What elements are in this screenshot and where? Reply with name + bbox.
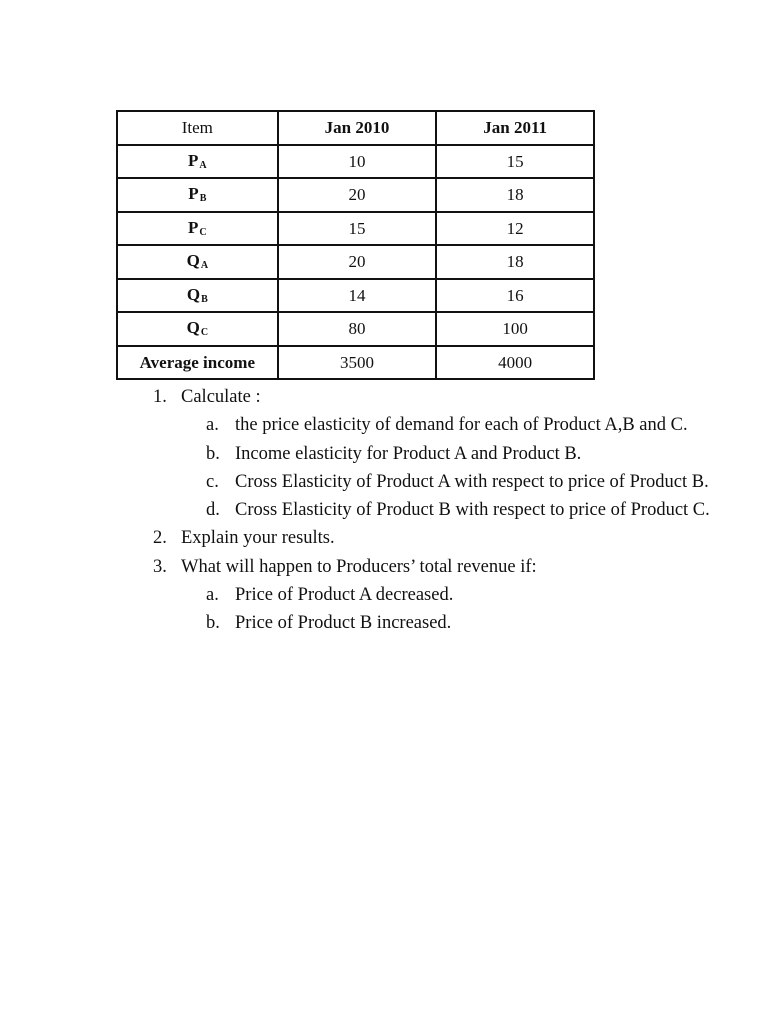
price-quantity-table (116, 110, 595, 380)
sub-question-item (153, 411, 710, 439)
item-label: P (188, 184, 199, 204)
item-label: Q (186, 251, 200, 271)
sub-question-text: Price of Product A decreased. (235, 585, 454, 606)
item-label: P (188, 217, 199, 237)
question-item (153, 553, 710, 581)
header-item: Item (117, 111, 278, 145)
value-jan-2010: 20 (278, 245, 437, 279)
sub-question-letter: b. (206, 613, 220, 634)
value-jan-2010: 10 (278, 145, 437, 179)
table-row (117, 346, 594, 380)
table-row (117, 212, 594, 246)
value-jan-2010: 3500 (278, 346, 437, 380)
table-row (117, 279, 594, 313)
value-jan-2011: 18 (436, 245, 594, 279)
item-subscript: A (199, 159, 207, 171)
item-cell (117, 312, 278, 346)
sub-question-letter: d. (206, 500, 220, 521)
question-text: Calculate : (181, 387, 261, 407)
table-header-row (117, 111, 594, 145)
sub-question-text: Cross Elasticity of Product A with respect to price of Product B. (235, 471, 709, 492)
item-subscript: B (201, 293, 208, 305)
value-jan-2011: 12 (436, 212, 594, 246)
sub-question-letter: b. (206, 443, 220, 464)
item-label: Q (186, 318, 200, 338)
value-jan-2011: 18 (436, 178, 594, 212)
value-jan-2010: 14 (278, 279, 437, 313)
question-text: What will happen to Producers’ total revenue if: (181, 556, 537, 577)
sub-question-letter: a. (206, 585, 219, 606)
item-label: Q (186, 284, 201, 304)
question-list (153, 383, 710, 638)
item-label: P (188, 150, 199, 170)
value-jan-2010: 20 (278, 178, 437, 212)
table-row (117, 312, 594, 346)
header-jan-2010: Jan 2010 (278, 111, 437, 145)
question-number: 3. (153, 556, 167, 577)
question-number: 2. (153, 528, 167, 549)
value-jan-2011: 4000 (436, 346, 594, 380)
value-jan-2011: 100 (436, 312, 594, 346)
table-body (117, 145, 594, 380)
question-item (153, 383, 710, 411)
item-cell (117, 145, 278, 179)
item-subscript: C (199, 226, 207, 238)
value-jan-2011: 16 (436, 279, 594, 313)
item-label: Average income (139, 352, 255, 372)
table-row (117, 145, 594, 179)
sub-question-letter: a. (206, 415, 219, 436)
table-row (117, 178, 594, 212)
table-row (117, 245, 594, 279)
question-number: 1. (153, 387, 167, 407)
question-item (153, 524, 710, 552)
sub-question-text: Price of Product B increased. (235, 613, 452, 634)
value-jan-2010: 80 (278, 312, 437, 346)
item-subscript: A (200, 260, 209, 272)
sub-question-item (153, 496, 710, 524)
header-jan-2011: Jan 2011 (436, 111, 594, 145)
item-cell (117, 346, 278, 380)
item-cell (117, 212, 278, 246)
sub-question-text: Cross Elasticity of Product B with respect to price of Product C. (235, 500, 710, 521)
item-cell (117, 245, 278, 279)
value-jan-2010: 15 (278, 212, 437, 246)
sub-question-letter: c. (206, 471, 219, 492)
sub-question-item (153, 440, 710, 468)
item-cell (117, 178, 278, 212)
sub-question-item (153, 581, 710, 609)
item-cell (117, 279, 278, 313)
sub-question-item (153, 468, 710, 496)
item-subscript: C (200, 327, 209, 339)
sub-question-text: Income elasticity for Product A and Product B. (235, 443, 582, 464)
sub-question-item (153, 609, 710, 637)
question-text: Explain your results. (181, 528, 335, 549)
sub-question-text: the price elasticity of demand for each of Product A,B and C. (235, 415, 688, 436)
item-subscript: B (199, 193, 207, 205)
value-jan-2011: 15 (436, 145, 594, 179)
